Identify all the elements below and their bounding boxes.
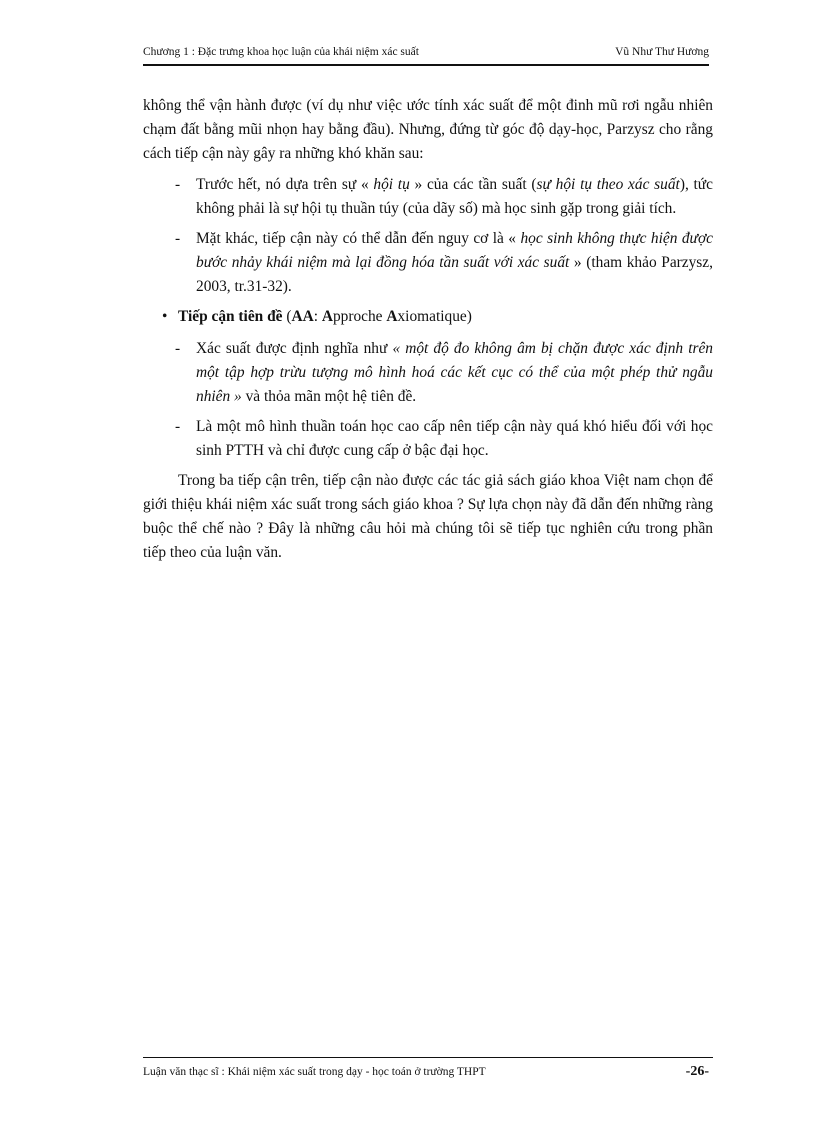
dash-marker: - — [175, 176, 181, 193]
list-item — [143, 173, 713, 221]
list-text: ), tức không phải là sự hội tụ thuần túy (của dãy số) mà học sinh gặp trong giải tích. — [196, 176, 713, 217]
list-text: và thỏa mãn một hệ tiên đề. — [241, 388, 417, 405]
section-heading — [143, 305, 713, 329]
header-author: Vũ Như Thư Hương — [615, 46, 709, 58]
difficulties-list — [143, 173, 713, 299]
dash-marker: - — [175, 230, 181, 247]
heading-letter: A — [386, 308, 398, 325]
document-body — [143, 94, 713, 565]
list-text: » (tham khảo Parzysz, 2003, tr.31-32). — [196, 254, 713, 295]
page-footer — [143, 1064, 709, 1080]
list-item — [143, 337, 713, 409]
footer-thesis-title: Luận văn thạc sĩ : Khái niệm xác suất trong dạy - học toán ở trường THPT — [143, 1066, 486, 1078]
list-text-italic: hội tụ — [373, 176, 410, 193]
list-text-italic: học sinh không thực hiện được bước nhảy khái niệm mà lại đồng hóa tần suất với xác suất — [196, 230, 713, 271]
list-item — [143, 415, 713, 463]
page-header — [143, 46, 709, 58]
intro-paragraph: không thể vận hành được (ví dụ như việc ước tính xác suất để một đinh mũ rơi ngẫu nhiên chạm đất bằng mũi nhọn hay bằng đầu). Nhưng, đứng từ góc độ dạy-học, Parzysz cho rằng cách tiếp cận này gây ra những khó khăn sau: — [143, 97, 713, 162]
axiomatic-list — [143, 337, 713, 463]
list-text: Xác suất được định nghĩa như — [196, 340, 393, 357]
dash-marker: - — [175, 418, 181, 435]
heading-letter: A — [321, 308, 333, 325]
list-text: Là một mô hình thuần toán học cao cấp nên tiếp cận này quá khó hiểu đối với học sinh PTTH và chỉ được cung cấp ở bậc đại học. — [196, 418, 713, 459]
dash-marker: - — [175, 340, 181, 357]
heading-text: xiomatique) — [397, 308, 472, 325]
page-number: -26- — [685, 1064, 709, 1079]
heading-text: : — [313, 308, 322, 325]
list-text: » của các tần suất ( — [409, 176, 537, 193]
list-text-italic: « một độ đo không âm bị chặn được xác định trên một tập hợp trừu tượng mô hình hoá các kết cục có thể của một phép thử ngẫu nhiên » — [196, 340, 714, 405]
heading-text: pproche — [332, 308, 387, 325]
list-text: Mặt khác, tiếp cận này có thể dẫn đến nguy cơ là « — [196, 230, 521, 247]
header-divider — [143, 64, 709, 66]
heading-text: ( — [282, 308, 292, 325]
section-title: Tiếp cận tiên đề — [178, 308, 283, 325]
bullet-icon: • — [162, 308, 168, 325]
list-text: Trước hết, nó dựa trên sự « — [196, 176, 374, 193]
conclusion-paragraph: Trong ba tiếp cận trên, tiếp cận nào được các tác giả sách giáo khoa Việt nam chọn để giới thiệu khái niệm xác suất trong sách giáo khoa ? Sự lựa chọn này đã dẫn đến những ràng buộc thể chế nào ? Đây là những câu hỏi mà chúng tôi sẽ tiếp tục nghiên cứu trong phần tiếp theo của luận văn. — [143, 472, 713, 561]
list-item — [143, 227, 713, 299]
list-text-italic: sự hội tụ theo xác suất — [536, 176, 680, 193]
header-chapter-title: Chương 1 : Đặc trưng khoa học luận của khái niệm xác suất — [143, 46, 419, 58]
footer-divider — [143, 1057, 713, 1058]
heading-abbr: AA — [291, 308, 314, 325]
